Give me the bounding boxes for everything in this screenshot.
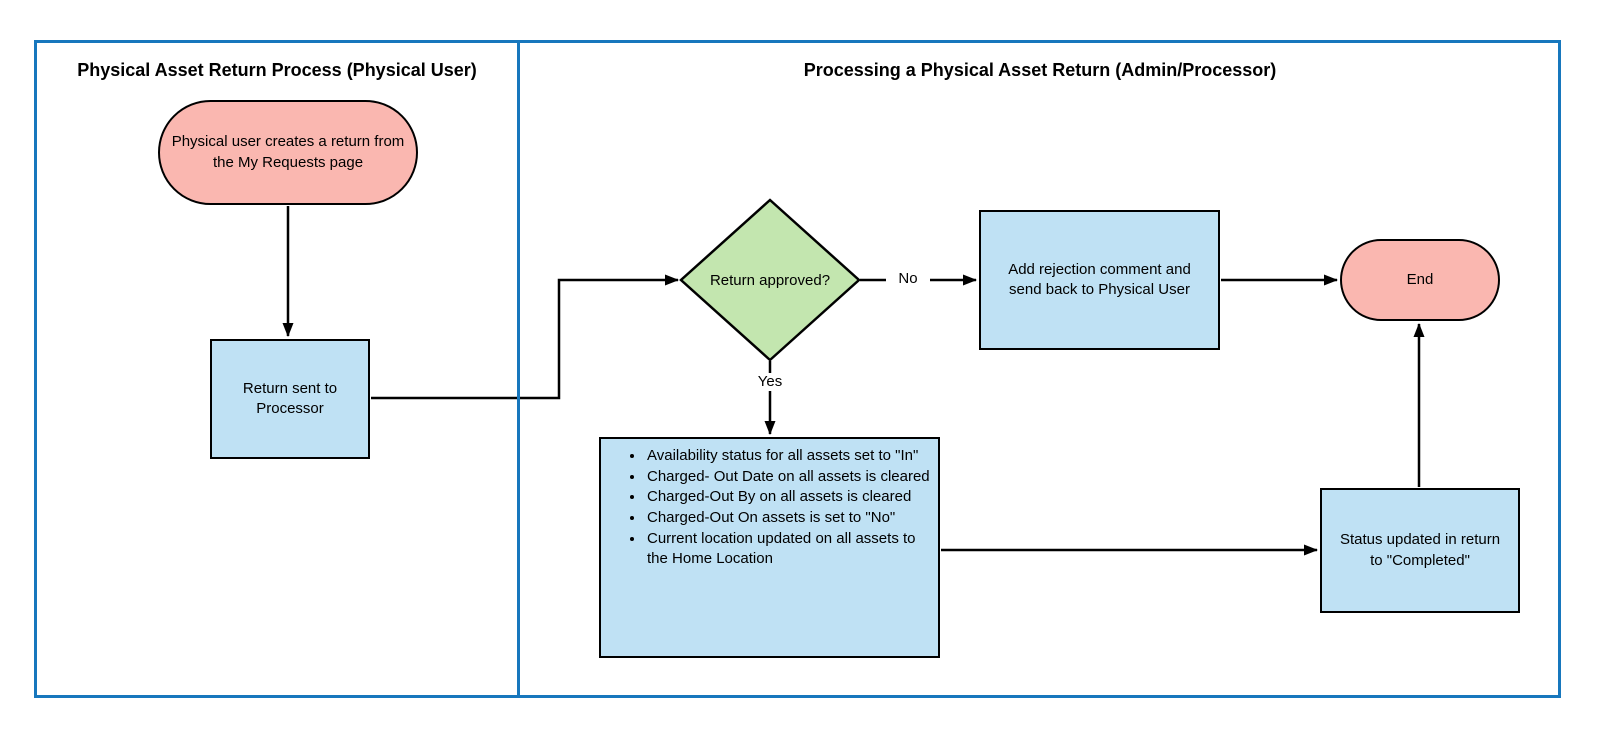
node-decision-return-approved [681, 200, 859, 360]
node-return-sent [210, 339, 370, 459]
asset-updates-list [601, 446, 930, 570]
node-end-label: End [1406, 270, 1434, 288]
node-asset-updates [599, 437, 940, 658]
list-item: • Charged- Out Date on all assets is cleared [645, 467, 930, 488]
list-item: • Availability status for all assets set to "In" [645, 446, 930, 467]
edge-label-yes: Yes [748, 373, 792, 391]
node-reject-label: Add rejection comment and send back to Physical User [1008, 260, 1191, 298]
swimlane-divider [517, 40, 520, 698]
lane-title-admin-processor: Processing a Physical Asset Return (Admin/Processor) [803, 60, 1277, 80]
list-item: • Charged-Out On assets is set to "No" [645, 508, 930, 529]
node-start-label: Physical user creates a return from the My Requests page [171, 133, 405, 171]
lane-title-physical-user: Physical Asset Return Process (Physical User) [77, 60, 477, 80]
edge-label-no: No [886, 270, 930, 288]
list-item: • Charged-Out By on all assets is cleared [645, 487, 930, 508]
node-status-updated [1320, 488, 1520, 613]
node-start-terminator [158, 100, 418, 205]
node-decision-label: Return approved? [709, 271, 831, 289]
list-item: • Current location updated on all assets to the Home Location [645, 529, 930, 570]
node-add-rejection-comment [979, 210, 1220, 350]
node-end-terminator [1340, 239, 1500, 321]
node-status-label: Status updated in return to "Completed" [1339, 531, 1501, 569]
node-return-sent-label: Return sent to Processor [242, 379, 338, 417]
